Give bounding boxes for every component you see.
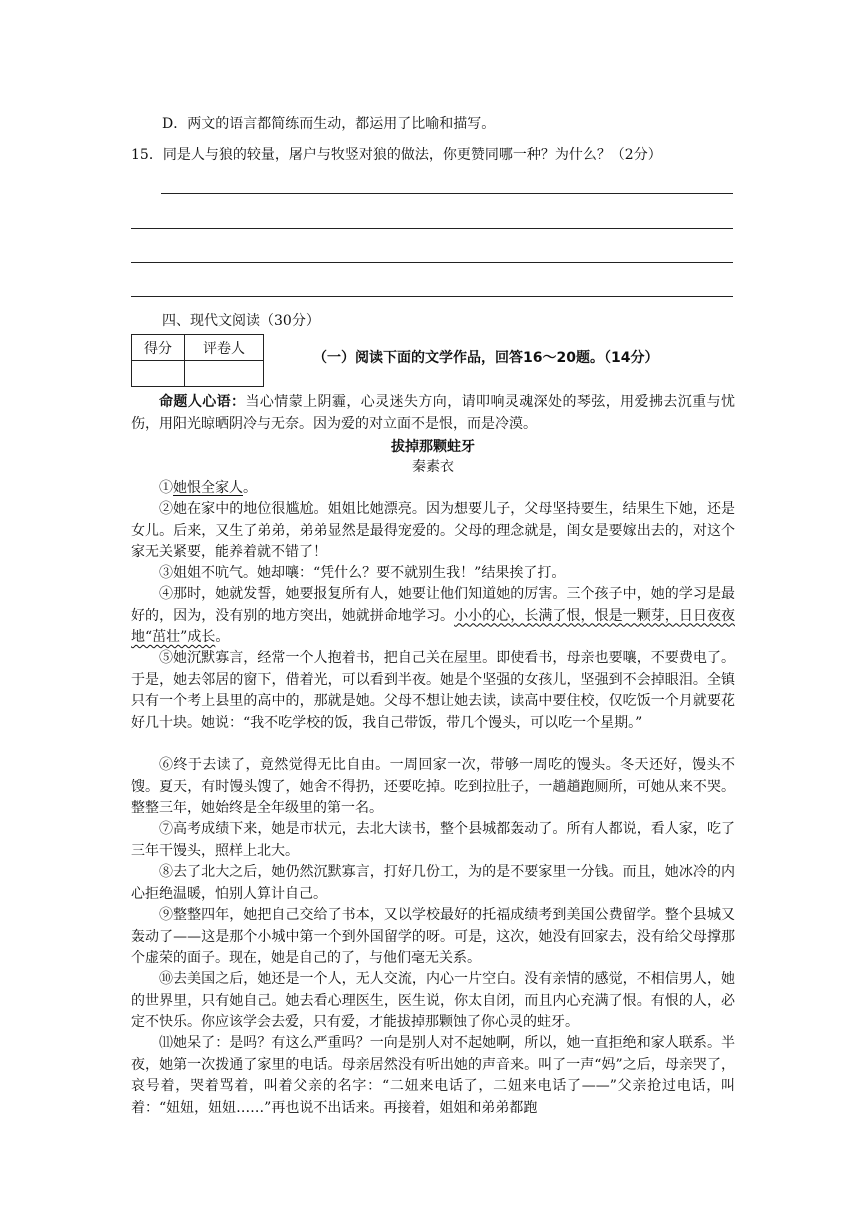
grader-cell[interactable] [185, 361, 264, 387]
article-author: 秦素衣 [412, 459, 454, 475]
underlined-phrase: 她恨全家人 [173, 480, 243, 496]
reading-1-instruction: （一）阅读下面的文学作品，回答16～20题。（14分） [313, 350, 659, 366]
paragraph-10: ⑩去美国之后，她还是一个人，无人交流，内心一片空白。没有亲情的感觉，不相信男人，她的世界里，只有她自己。她去看心理医生，医生说，你太自闭，而且内心充满了恨。有恨的人，必定不快乐。你应该学会去爱，只有爱，才能拔掉那颗蚀了你心灵的蛀牙。 [131, 971, 735, 1030]
question-15: 15．同是人与狼的较量，屠户与牧竖对狼的做法，你更赞同哪一种？为什么？（2分） [131, 147, 662, 163]
setter-note [131, 392, 735, 435]
paragraph-11: ⑾她呆了：是吗？有这么严重吗？一向是别人对不起她啊，所以，她一直拒绝和家人联系。半夜，她第一次拨通了家里的电话。母亲居然没有听出她的声音来。叫了一声“妈”之后，母亲哭了，哀号着，哭着骂着，叫着父亲的名字：“二妞来电话了，二妞来电话了——”父亲抢过电话，叫着：“妞妞，妞妞……”再也说不出话来。再接着，姐姐和弟弟都跑 [131, 1035, 735, 1116]
paragraph-7: ⑦高考成绩下来，她是市状元，去北大读书，整个县城都轰动了。所有人都说，看人家，吃了三年干馒头，照样上北大。 [131, 821, 735, 859]
paragraph-2: ②她在家中的地位很尴尬。姐姐比她漂亮。因为想要儿子，父母坚持要生，结果生下她，还是女儿。后来，又生了弟弟，弟弟显然是最得宠爱的。父母的理念就是，闺女是要嫁出去的，对这个家无关紧要，能养着就不错了！ [131, 501, 735, 560]
answer-line-1[interactable] [161, 193, 733, 194]
option-d: D．两文的语言都简练而生动，都运用了比喻和描写。 [162, 116, 496, 132]
paragraph-1-end: 。 [243, 480, 257, 496]
setter-note-text: 当心情蒙上阴霾，心灵迷失方向，请叩响灵魂深处的琴弦，用爱拂去沉重与忧伤，用阳光晾晒阴冷与无奈。因为爱的对立面不是恨，而是冷漠。 [131, 394, 736, 432]
paragraph-5: ⑤她沉默寡言，经常一个人抱着书，把自己关在屋里。即使看书，母亲也要嚷，不要费电了。于是，她去邻居的窗下，借着光，可以看到半夜。她是个坚强的女孩儿，坚强到不会掉眼泪。全镇只有一个考上县里的高中的，那就是她。父母不想让她去读，读高中要住校，仅吃饭一个月就要花好几十块。她说：“我不吃学校的饭，我自己带饭，带几个馒头，可以吃一个星期。” [131, 650, 735, 731]
score-cell[interactable] [132, 361, 185, 387]
paragraph-4-end: 。 [215, 629, 230, 645]
paragraph-9: ⑨整整四年，她把自己交给了书本，又以学校最好的托福成绩考到美国公费留学。整个县城又轰动了——这是那个小城中第一个到外国留学的呀。可是，这次，她没有回家去，没有给父母撑那个虚荣的面子。现在，她是自己的了，与他们毫无关系。 [131, 907, 735, 966]
grader-header: 评卷人 [185, 335, 264, 361]
answer-line-4[interactable] [131, 296, 733, 297]
wavy-underlined-sentence: 小小的心，长满了恨，恨是一颗芽，日日夜夜地“茁壮”成长 [131, 607, 735, 645]
setter-note-label: 命题人心语： [159, 394, 246, 410]
article-title: 拔掉那颗蛀牙 [391, 439, 475, 455]
score-table [131, 334, 264, 387]
score-header: 得分 [132, 335, 185, 361]
answer-line-2[interactable] [131, 228, 733, 229]
paragraph-4-text: ④那时，她就发誓，她要报复所有人，她要让他们知道她的厉害。三个孩子中，她的学习是最好的，因为，没有别的地方突出，她就拼命地学习。 [131, 586, 735, 624]
paragraph-6: ⑥终于去读了，竟然觉得无比自由。一周回家一次，带够一周吃的馒头。冬天还好，馒头不馊。夏天，有时馒头馊了，她舍不得扔，还要吃掉。吃到拉肚子，一趟趟跑厕所，可她从来不哭。整整三年，她始终是全年级里的第一名。 [131, 757, 735, 816]
paragraph-4 [131, 584, 735, 649]
paragraph-3: ③姐姐不吭气。她却嚷：“凭什么？要不就别生我！”结果挨了打。 [159, 565, 566, 581]
paragraph-1-num: ① [159, 480, 173, 496]
answer-line-3[interactable] [131, 262, 733, 263]
section-4-title: 四、现代文阅读（30分） [162, 313, 320, 329]
paragraph-8: ⑧去了北大之后，她仍然沉默寡言，打好几份工，为的是不要家里一分钱。而且，她冰冷的内心拒绝温暖，怕别人算计自己。 [131, 864, 735, 902]
paragraph-1 [131, 478, 735, 500]
